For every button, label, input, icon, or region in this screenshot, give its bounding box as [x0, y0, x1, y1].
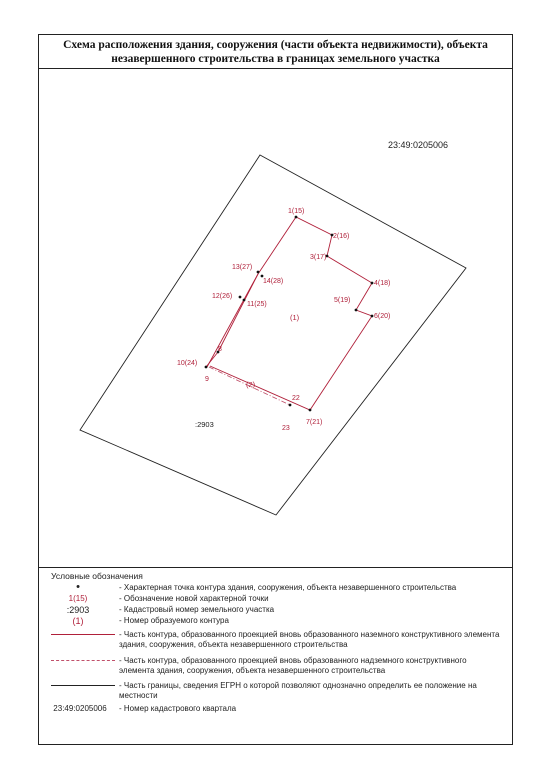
- point-marker: [295, 216, 298, 219]
- point-marker: [355, 309, 358, 312]
- point-label: 1(15): [288, 208, 305, 215]
- point-marker: [289, 404, 292, 407]
- segment-number: (2): [246, 380, 256, 389]
- point-label: 9: [205, 376, 209, 383]
- new-point-symbol: 1(15): [68, 594, 88, 603]
- legend-text: - Характерная точка контура здания, сооружения, объекта незавершенного строительства: [119, 583, 457, 592]
- point-label: 8: [218, 346, 222, 353]
- legend-text: - Номер кадастрового квартала: [119, 704, 237, 713]
- point-label: 5(19): [334, 297, 351, 304]
- point-label: 22: [292, 395, 300, 402]
- quarter-symbol: 23:49:0205006: [53, 704, 107, 713]
- point-label: 13(27): [232, 264, 253, 271]
- document-title: Схема расположения здания, сооружения (части объекта недвижимости), объекта незавершенного строительства в границах земельного участка: [63, 39, 488, 65]
- point-label: 2(16): [333, 233, 350, 240]
- point-marker: [239, 296, 242, 299]
- legend-text: - Часть границы, сведения ЕГРН о которой позволяют однозначно определить ее положение на местности: [119, 681, 477, 700]
- point-marker: [309, 409, 312, 412]
- point-label: 3(17): [310, 254, 327, 261]
- point-marker: [371, 282, 374, 285]
- point-marker: [371, 315, 374, 318]
- cadastral-quarter-number: 23:49:0205006: [388, 140, 449, 150]
- point-symbol: •: [76, 581, 80, 593]
- parcel-symbol: :2903: [66, 605, 90, 615]
- legend-text: - Кадастровый номер земельного участка: [119, 605, 275, 614]
- point-marker: [205, 366, 208, 369]
- legend-heading: Условные обозначения: [51, 571, 143, 581]
- contour-symbol: (1): [72, 616, 84, 626]
- legend-text: - Обозначение новой характерной точки: [119, 594, 269, 603]
- point-label: 4(18): [374, 280, 391, 287]
- point-label: 12(26): [212, 293, 233, 300]
- point-label: 6(20): [374, 313, 391, 320]
- point-label: 7(21): [306, 419, 323, 426]
- characteristic-points: [205, 216, 374, 412]
- point-label: 11(25): [247, 301, 267, 308]
- legend-text: - Часть контура, образованного проекцией вновь образованного наземного конструктивного элемента здания, сооружения, объекта незавершенного строительства: [119, 630, 500, 649]
- contour-number: (1): [290, 313, 300, 322]
- point-marker: [243, 299, 246, 302]
- parcel-number: :2903: [195, 420, 214, 429]
- legend-text: - Номер образуемого контура: [119, 616, 229, 625]
- building-contour-segment: [206, 352, 218, 367]
- point-marker: [257, 271, 260, 274]
- building-contour-segment: [218, 274, 258, 352]
- point-label: 14(28): [263, 278, 284, 285]
- parcel-boundary: [80, 155, 466, 515]
- point-label: 10(24): [177, 360, 198, 367]
- point-marker: [261, 275, 264, 278]
- legend-text: - Часть контура, образованного проекцией вновь образованного надземного конструктивного элемента здания, сооружения, объекта незавершенного строительства: [119, 656, 467, 675]
- point-label: 23: [282, 425, 290, 432]
